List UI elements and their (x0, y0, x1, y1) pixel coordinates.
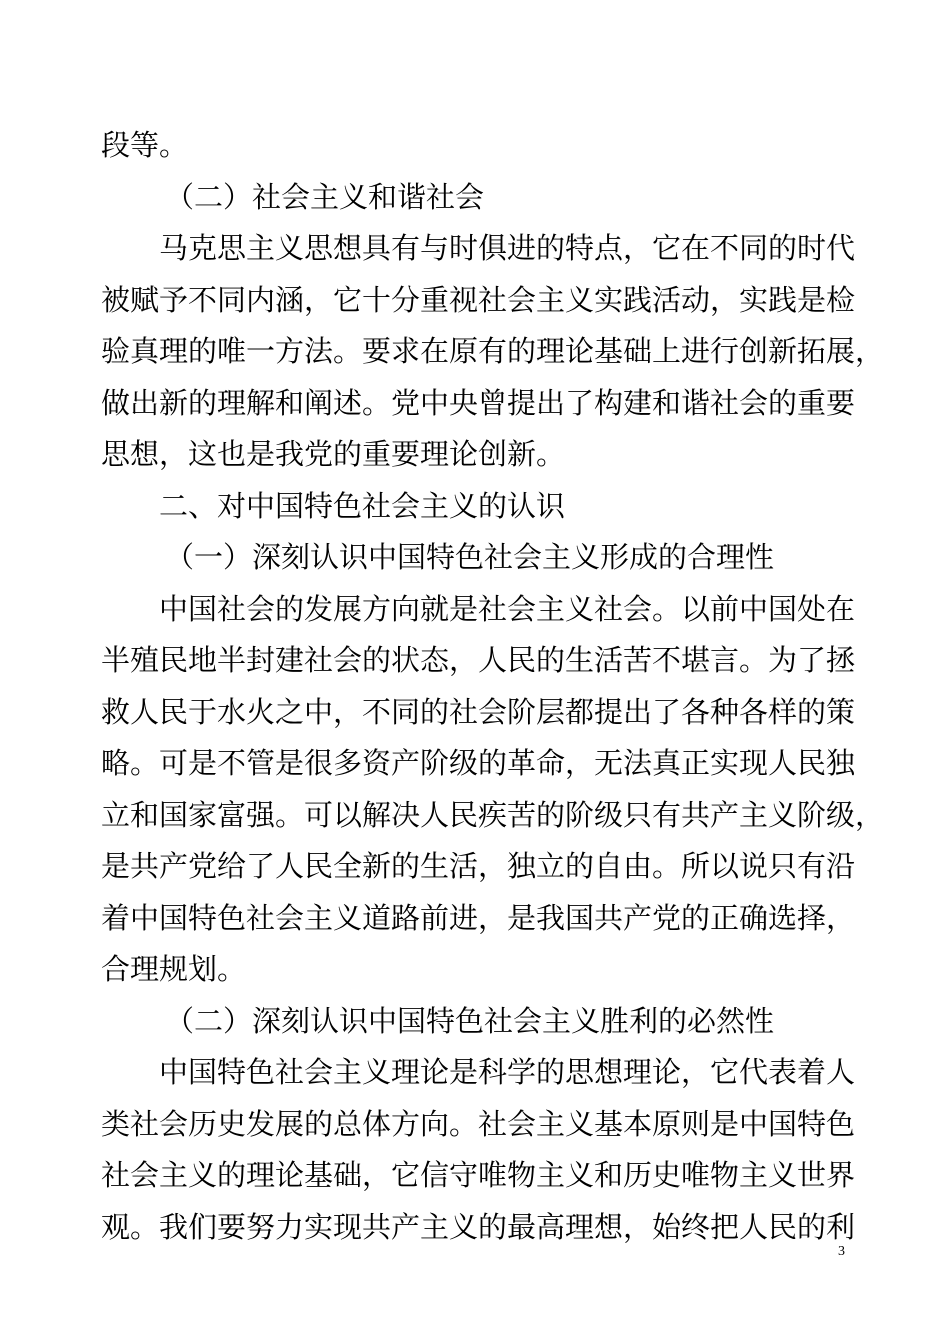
paragraph-line: 验真理的唯一方法。要求在原有的理论基础上进行创新拓展， (101, 334, 885, 368)
subsection-heading: （一）深刻认识中国特色社会主义形成的合理性 (165, 540, 775, 574)
paragraph-line: 立和国家富强。可以解决人民疾苦的阶级只有共产主义阶级， (101, 797, 885, 832)
paragraph-line: 合理规划。 (101, 952, 247, 986)
paragraph-line: 思想，这也是我党的重要理论创新。 (101, 437, 566, 471)
paragraph-line: 救人民于水火之中，不同的社会阶层都提出了各种各样的策 (101, 694, 856, 729)
paragraph-line: 马克思主义思想具有与时俱进的特点，它在不同的时代 (159, 231, 856, 265)
paragraph-line: 被赋予不同内涵，它十分重视社会主义实践活动，实践是检 (101, 282, 856, 317)
paragraph-line: 中国特色社会主义理论是科学的思想理论，它代表着人 (159, 1055, 856, 1089)
page-number: 3 (838, 1244, 845, 1259)
paragraph-line: 略。可是不管是很多资产阶级的革命，无法真正实现人民独 (101, 746, 856, 780)
paragraph-line: 中国社会的发展方向就是社会主义社会。以前中国处在 (159, 591, 856, 626)
section-heading: 二、对中国特色社会主义的认识 (159, 488, 566, 523)
paragraph-line: 半殖民地半封建社会的状态，人民的生活苦不堪言。为了拯 (101, 643, 856, 677)
subsection-heading: （二）社会主义和谐社会 (165, 179, 485, 214)
subsection-heading: （二）深刻认识中国特色社会主义胜利的必然性 (165, 1003, 775, 1038)
paragraph-line: 段等。 (101, 128, 189, 162)
paragraph-line: 社会主义的理论基础，它信守唯物主义和历史唯物主义世界 (101, 1158, 856, 1192)
paragraph-line: 类社会历史发展的总体方向。社会主义基本原则是中国特色 (101, 1106, 856, 1141)
paragraph-line: 观。我们要努力实现共产主义的最高理想，始终把人民的利 (101, 1209, 856, 1244)
body-text (101, 120, 885, 1253)
paragraph-line: 做出新的理解和阐述。党中央曾提出了构建和谐社会的重要 (101, 385, 856, 420)
paragraph-line: 是共产党给了人民全新的生活，独立的自由。所以说只有沿 (101, 849, 856, 883)
paragraph-line: 着中国特色社会主义道路前进，是我国共产党的正确选择， (101, 900, 856, 935)
